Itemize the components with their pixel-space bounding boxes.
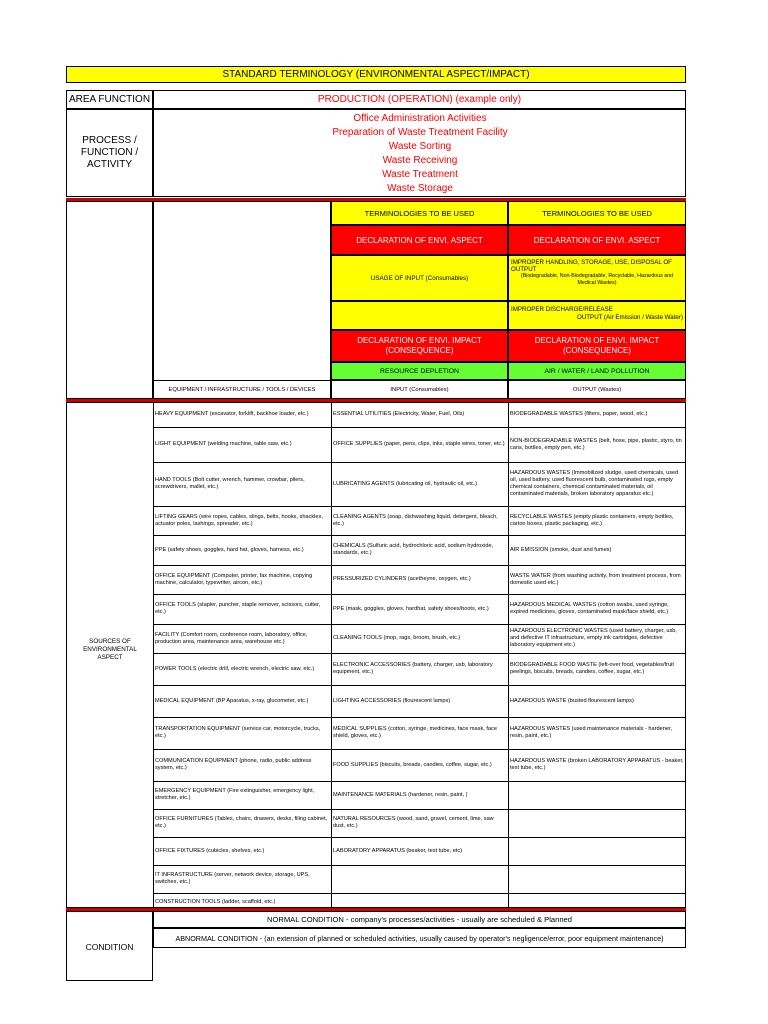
area-function-value: PRODUCTION (OPERATION) (example only) [153,90,686,109]
input-cell: CLEANING TOOLS (mop, rags, broom, brush, etc.) [333,635,461,641]
input-cell: MAINTENANCE MATERIALS (hardener, resin, paint, ) [333,791,468,798]
equipment-cell: HAND TOOLS (Bolt cutter, wrench, hammer, crowbar, pliers, screwdrivers, mallet, etc.) [155,477,305,490]
output-cell [508,865,686,893]
equipment-cell: FACILITY (Comfort room, conference room, laboratory, office, production area, maintenance area, warehouse etc.) [155,631,308,645]
output-cell: WASTE WATER (from washing activity, from treatment process, from domestic used etc.) [510,572,681,586]
input-cell: NATURAL RESOURCES (wood, sand, gravel, cement, lime, saw dust, etc.) [333,816,494,829]
page-title: STANDARD TERMINOLOGY (ENVIRONMENTAL ASPECT/IMPACT) [66,66,686,83]
equipment-cell: PPE (safety shoes, goggles, hard hat, gloves, harness, etc.) [155,546,304,553]
equipment-cell: COMMUNICATION EQUIPMENT (phone, radio, public address system, etc.) [155,758,312,771]
improper-discharge-cell [508,301,686,330]
input-cell: CLEANING AGENTS (soap, dishwashing liquid, detergent, bleach, etc.) [333,513,498,527]
sources-label-column-top [66,201,153,399]
sources-label: SOURCES OF ENVIRONMENTAL ASPECT [83,638,137,661]
equipment-cell: EMERGENCY EQUIPMENT (Fire extinguisher, emergency light, stretcher, etc.) [155,788,315,801]
input-cell: LABORATORY APPARATUS (beaker, test tube, etc) [333,847,463,854]
activity-item: Waste Storage [387,182,453,194]
activity-item: Office Administration Activities [353,112,487,124]
process-label: PROCESS / FUNCTION / ACTIVITY [66,109,153,197]
terminology-header-output: TERMINOLOGIES TO BE USED [508,201,686,225]
pollution: AIR / WATER / LAND POLLUTION [508,362,686,380]
output-cell: HAZARDOUS WASTES (Immobilized sludge, used chemicals, used oil, used battery, used fluorescent bulb, contaminated rugs, empty chemical containers, chemical contaminated materials, oil contaminated materials, broken laboratory apparatus etc.) [510,470,679,497]
improper-handling-cell [508,255,686,301]
input-column-header: INPUT (Consumables) [331,380,508,399]
input-cell: OFFICE SUPPLIES (paper, pens, clips, inks, staple wires, toner, etc.) [333,441,505,447]
usage-input: USAGE OF INPUT (Consumables) [331,255,508,301]
decl-impact-output: DECLARATION OF ENVI. IMPACT (CONSEQUENCE) [508,330,686,362]
blank-yellow-cell [331,301,508,330]
output-cell: HAZARDOUS ELECTRONIC WASTES (used battery, charger, usb, and defective IT infrastructure, empty ink cartridges, defective laboratory equipment etc.) [510,628,677,648]
equipment-cell: IT INFRASTRUCTURE (server, network device, storage, UPS, switches, etc.) [155,872,310,885]
input-cell [331,865,508,893]
equipment-column-top [153,201,331,399]
output-cell: NON-BIODEGRADABLE WASTES (belt, hose, pipe, plastic, styro, tin cans, bottles, empty pen, etc.) [510,437,682,451]
improper-handling: IMPROPER HANDLING, STORAGE, USE, DISPOSAL OF OUTPUT [511,259,672,274]
abnormal-condition: ABNORMAL CONDITION - (an extension of planned or scheduled activities, usually caused by operator's negligence/error, poor equipment maintenance) [153,928,686,948]
input-cell: FOOD SUPPLIES (biscuits, breads, candies, coffee, sugar, etc.) [333,761,492,768]
input-cell: PRESSURIZED CYLINDERS (acetheyne, oxygen, etc.) [333,576,471,582]
output-cell [508,781,686,809]
decl-impact-input: DECLARATION OF ENVI. IMPACT (CONSEQUENCE) [331,330,508,362]
activity-item: Waste Receiving [382,154,458,166]
input-cell: MEDICAL SUPPLIES (cotton, syringe, medicines, face mask, face shield, gloves, etc.) [333,726,497,739]
input-cell: PPE (mask, goggles, gloves, hardhat, safety shoes/boots, etc.) [333,605,489,612]
output-cell: HAZARDOUS WASTE (broken LABORATORY APPARATUS - beaker, test tube, etc.) [510,758,684,771]
area-function-label: AREA FUNCTION [66,90,153,109]
output-cell: HAZARDOUS WASTES (used maintenance materials - hardener, resin, paint, etc.) [510,726,673,739]
input-cell: CHEMICALS (Sulfuric acid, hydrochloric acid, sodium hydroxide, standards, etc.) [333,543,494,556]
equipment-cell: MEDICAL EQUIPMENT (BP Aparatus, x-ray, glucometer, etc.) [155,697,309,704]
equipment-cell: HEAVY EQUIPMENT (excavator, forklift, backhoe loader, etc.) [155,411,309,417]
equipment-cell: TRANSPORTATION EQUIPMENT (service car, motorcycle, trucks, etc.) [155,726,321,739]
equipment-cell: OFFICE EQUIPMENT (Computer, printer, fax machine, copying machine, calculator, typewriter, aircon, etc.) [155,572,313,586]
output-cell: RECYCLABLE WASTES (empty plastic containers, empty bottles, carton boxes, plastic packaging, etc.) [510,513,674,527]
output-column-header: OUTPUT (Wastes) [508,380,686,399]
improper-discharge: IMPROPER DISCHARGE/RELEASE [511,306,613,313]
improper-handling-sub: (Biodegradable, Non-Biodegradable, Recyclable, Hazardous and Medical Wastes) [520,273,674,287]
input-cell: LUBRICATING AGENTS (lubricating oil, hydraulic oil, etc.) [333,480,478,487]
output-cell: AIR EMISSION (smoke, dust and fumes) [510,546,612,553]
equipment-column-header: EQUIPMENT / INFRASTRUCTURE / TOOLS / DEVICES [153,380,331,399]
decl-aspect-input: DECLARATION OF ENVI. ASPECT [331,225,508,255]
input-cell: ELECTRONIC ACCESSORIES (battery, charger, usb, laboratory equipment, etc.) [333,662,493,675]
equipment-cell: OFFICE TOOLS (stapler, puncher, staple remover, scissors, cutter, etc.) [155,602,321,615]
activity-item: Waste Treatment [382,168,458,180]
output-cell: HAZARDOUS MEDICAL WASTES (cotton swabs, used syringe, expired medicines, gloves, contaminated mask/face shield, etc.) [510,602,669,615]
input-cell: ESSENTIAL UTILITIES (Electricity, Water, Fuel, Oils) [333,411,465,417]
input-cell: LIGHTING ACCESSORIES (flourescent lamps) [333,697,451,704]
output-cell: BIODEGRADABLE WASTES (filters, paper, wood, etc.) [510,411,648,417]
equipment-cell: OFFICE FIXTURES (cubicles, shelves, etc.) [155,847,265,854]
equipment-cell: POWER TOOLS (electric drill, electric wrench, electric saw, etc.) [155,665,315,672]
output-cell: HAZARDOUS WASTE (busted flourescent lamps) [510,697,634,704]
output-cell [508,837,686,865]
equipment-cell: OFFICE FURNITURES (Tables, chairs, drawers, desks, filing cabinet, etc.) [155,816,328,829]
resource-depletion: RESOURCE DEPLETION [331,362,508,380]
equipment-cell: CONSTRUCTION TOOLS (ladder, scaffold, etc.) [155,899,276,905]
normal-condition: NORMAL CONDITION - company's processes/activities - usually are scheduled & Planned [153,911,686,928]
decl-aspect-output: DECLARATION OF ENVI. ASPECT [508,225,686,255]
equipment-cell: LIGHT EQUIPMENT (welding machine, table saw, etc.) [155,441,292,447]
equipment-cell: LIFTING GEARS (wire ropes, cables, slings, belts, hooks, shackles, actuator poles, lashings, spreader, etc.) [155,513,323,527]
condition-label: CONDITION [85,942,134,952]
activity-item: Preparation of Waste Treatment Facility [332,126,508,138]
improper-discharge-sub: OUTPUT (Air Emission / Waste Water) [577,314,683,321]
output-cell: BIODEGRADABLE FOOD WASTE (left-over food, vegetables/fruit peelings, biscuits, breads, candies, coffee, sugar, etc.) [510,662,674,675]
output-cell [508,809,686,837]
terminology-header-input: TERMINOLOGIES TO BE USED [331,201,508,225]
activity-item: Waste Sorting [388,140,452,152]
